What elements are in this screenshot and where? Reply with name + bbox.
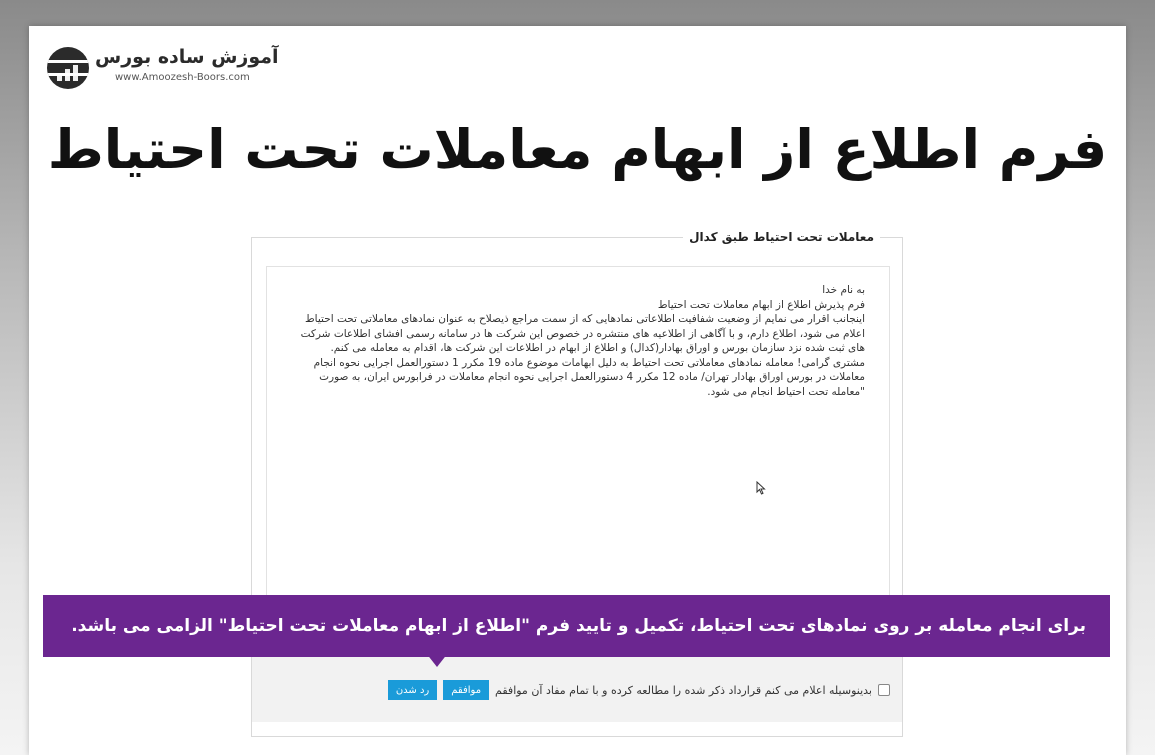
agree-checkbox[interactable] [878, 684, 890, 696]
form-legend: معاملات تحت احتیاط طبق کدال [683, 228, 880, 246]
agreement-paragraph: مشتری گرامی! معامله نمادهای معاملاتی تحت احتیاط به دلیل ابهامات موضوع ماده 19 مکرر 1 دستورالعمل اجرایی نحوه انجام معاملات در بورس اوراق بهادار تهران/ ماده 12 مکرر 4 دستورالعمل اجرایی نحوه انجام معاملات در فرابورس ایران، به صورت "معامله تحت احتیاط انجام می شود. [313, 356, 865, 398]
brand-logo [47, 44, 279, 94]
agreement-textarea[interactable] [266, 266, 890, 596]
agreement-actions [252, 656, 902, 722]
accept-button[interactable]: موافقم [443, 680, 489, 700]
agreement-line: فرم پذیرش اطلاع از ابهام معاملات تحت احتیاط [657, 298, 865, 311]
agreement-line: به نام خدا [822, 284, 865, 296]
caution-form [251, 230, 903, 737]
globe-chart-icon [47, 47, 89, 89]
brand-name: آموزش ساده بورس [95, 46, 279, 68]
info-banner [43, 595, 1110, 657]
agree-label: بدینوسیله اعلام می کنم قرارداد ذکر شده را مطالعه کرده و با تمام مفاد آن موافقم [495, 683, 872, 697]
banner-text: برای انجام معامله بر روی نمادهای تحت احتیاط، تکمیل و تایید فرم "اطلاع از ابهام معاملات تحت احتیاط" الزامی می باشد. [71, 616, 1086, 636]
banner-pointer [426, 653, 448, 667]
reject-button[interactable]: رد شدن [388, 680, 437, 700]
page-title: فرم اطلاع از ابهام معاملات تحت احتیاط [47, 118, 1108, 181]
agreement-paragraph: اینجانب اقرار می نمایم از وضعیت شفافیت اطلاعاتی نمادهایی که از سمت مراجع ذیصلاح به عنوان نمادهای معاملاتی تحت احتیاط اعلام می شود، اطلاع دارم، و با آگاهی از اطلاعیه های منتشره در خصوص این شرکت ها در سامانه رسمی افشای اطلاعات شرکت های ثبت شده نزد سازمان بورس و اوراق بهادار(کدال) و اطلاع از ابهام در اطلاعات این شرکت ها، اقدام به معامله می کنم. [300, 313, 865, 354]
brand-url: www.Amoozesh-Boors.com [115, 72, 250, 83]
